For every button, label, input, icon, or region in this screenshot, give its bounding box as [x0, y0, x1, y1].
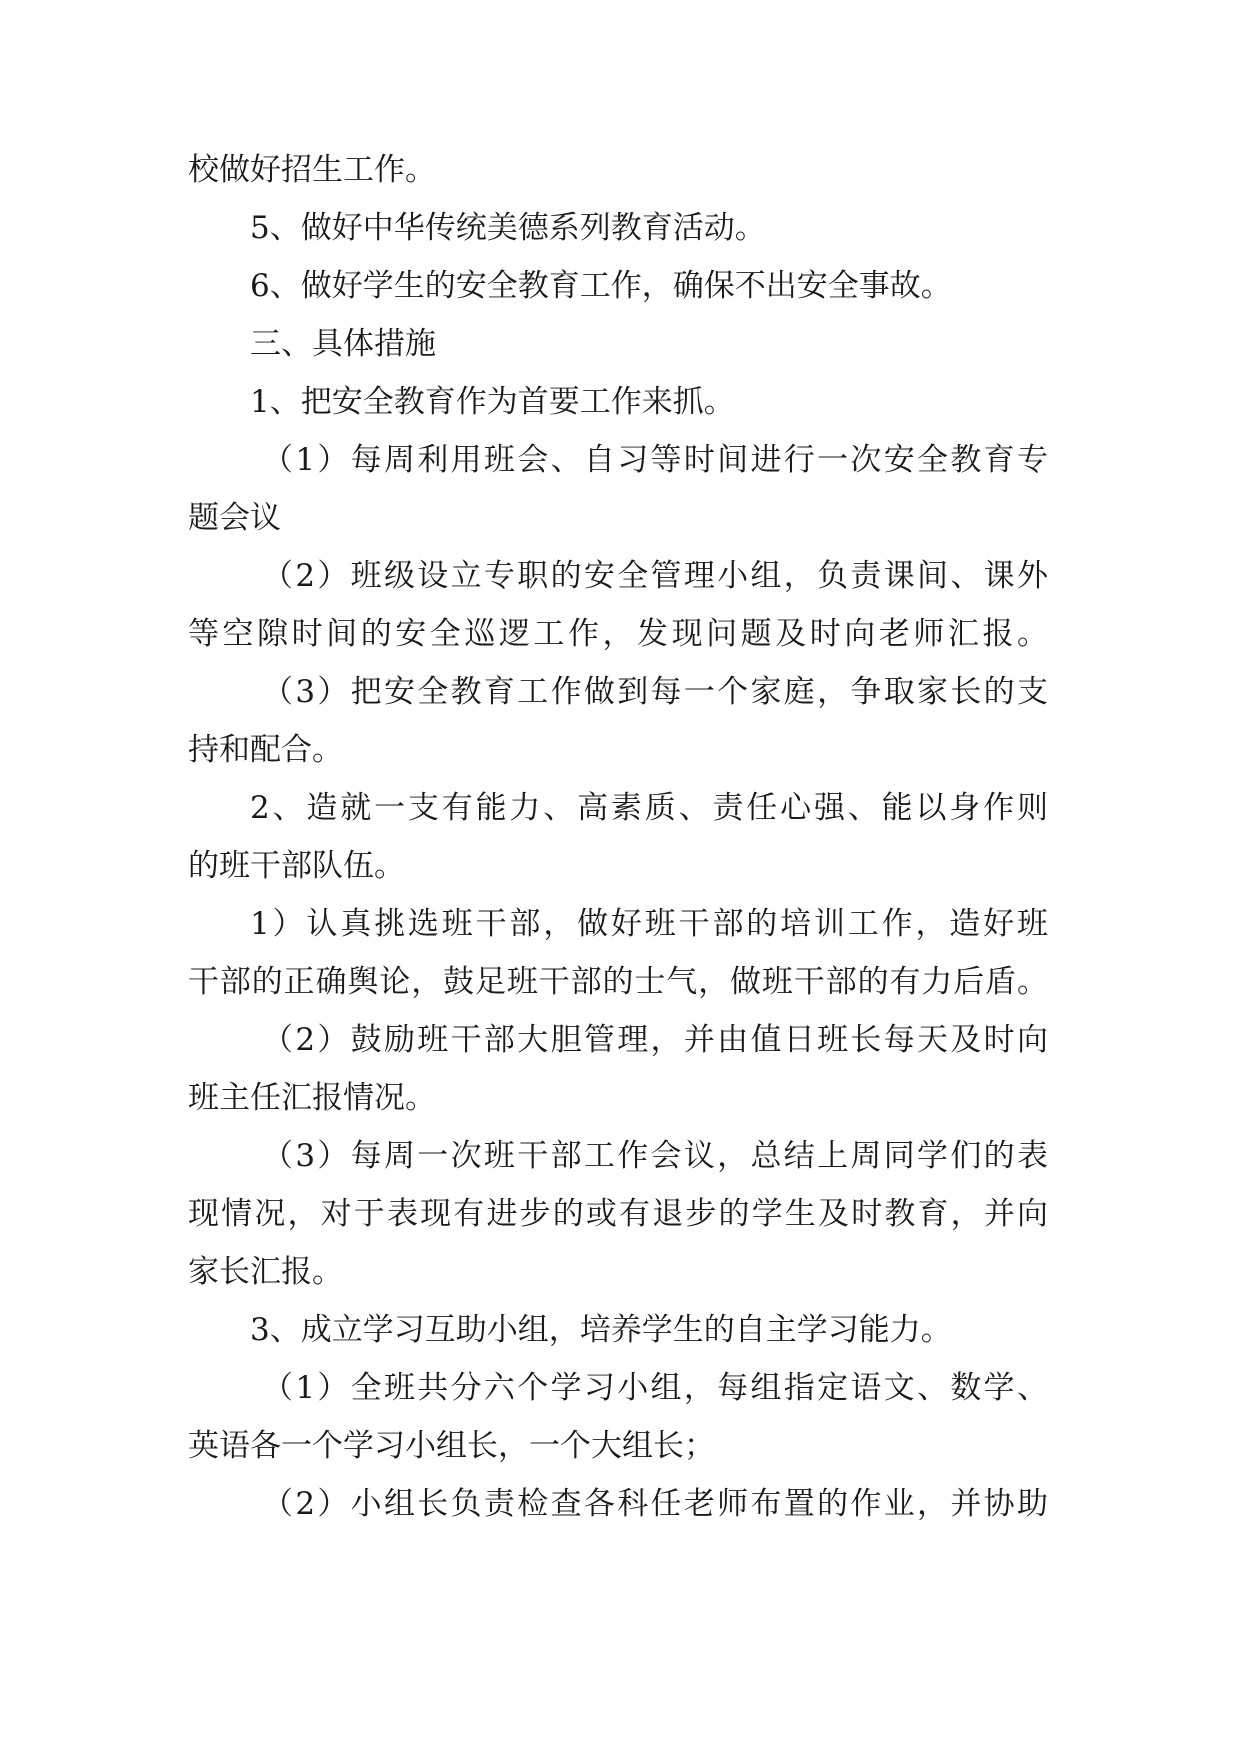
- text-line: 题会议: [188, 500, 281, 536]
- text-line: 英语各一个学习小组长，一个大组长；: [188, 1428, 715, 1464]
- list-item: （3）每周一次班干部工作会议，总结上周同学们的表: [262, 1138, 1048, 1174]
- list-item: （2）鼓励班干部大胆管理，并由值日班长每天及时向: [262, 1022, 1048, 1058]
- text-line: 校做好招生工作。: [188, 152, 436, 188]
- list-item: 6、做好学生的安全教育工作，确保不出安全事故。: [250, 268, 952, 304]
- text-line: 持和配合。: [188, 732, 343, 768]
- list-item: 5、做好中华传统美德系列教育活动。: [250, 210, 766, 246]
- list-item: （2）班级设立专职的安全管理小组，负责课间、课外: [262, 558, 1048, 594]
- list-item: （1）全班共分六个学习小组，每组指定语文、数学、: [262, 1370, 1048, 1406]
- text-line: 现情况，对于表现有进步的或有退步的学生及时教育，并向: [188, 1196, 1048, 1232]
- list-item: （2）小组长负责检查各科任老师布置的作业，并协助: [262, 1486, 1048, 1522]
- list-item: 1）认真挑选班干部，做好班干部的培训工作，造好班: [250, 906, 1048, 942]
- list-item: （3）把安全教育工作做到每一个家庭，争取家长的支: [262, 674, 1048, 710]
- text-line: 干部的正确舆论，鼓足班干部的士气，做班干部的有力后盾。: [188, 964, 1048, 1000]
- list-item: （1）每周利用班会、自习等时间进行一次安全教育专: [262, 442, 1048, 478]
- text-line: 班主任汇报情况。: [188, 1080, 436, 1116]
- list-item: 1、把安全教育作为首要工作来抓。: [250, 384, 735, 420]
- list-item: 2、造就一支有能力、高素质、责任心强、能以身作则: [250, 790, 1048, 826]
- list-item: 3、成立学习互助小组，培养学生的自主学习能力。: [250, 1312, 952, 1348]
- text-line: 家长汇报。: [188, 1254, 343, 1290]
- text-line: 的班干部队伍。: [188, 848, 405, 884]
- section-heading: 三、具体措施: [250, 326, 436, 362]
- text-line: 等空隙时间的安全巡逻工作，发现问题及时向老师汇报。: [188, 616, 1048, 652]
